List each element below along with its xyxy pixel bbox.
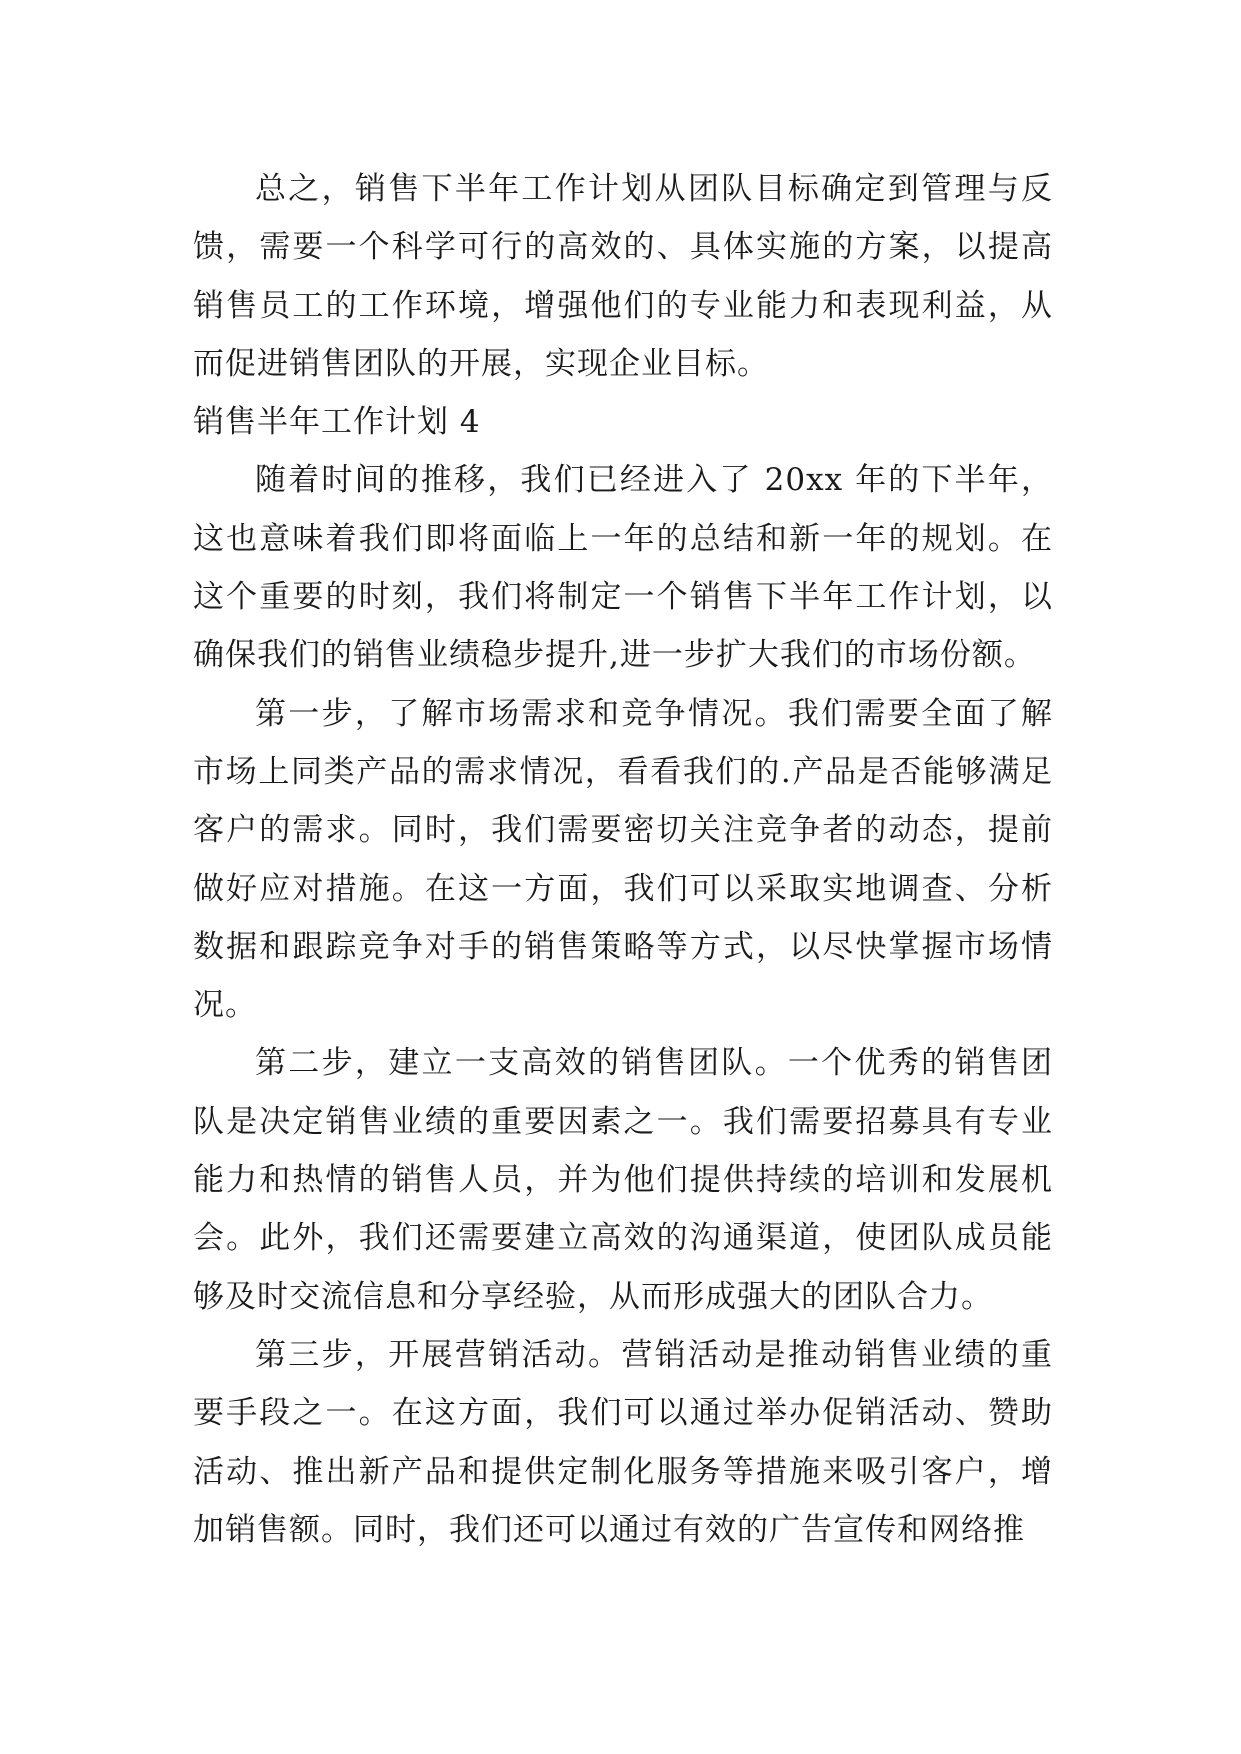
paragraph-step-one: 第一步，了解市场需求和竞争情况。我们需要全面了解市场上同类产品的需求情况，看看我们的.产品是否能够满足客户的需求。同时，我们需要密切关注竞争者的动态，提前做好应对措施。在这一方面，我们可以采取实地调查、分析数据和跟踪竞争对手的销售策略等方式，以尽快掌握市场情况。 — [193, 695, 1053, 1024]
paragraph-step-two: 第二步，建立一支高效的销售团队。一个优秀的销售团队是决定销售业绩的重要因素之一。我们需要招募具有专业能力和热情的销售人员，并为他们提供持续的培训和发展机会。此外，我们还需要建立高效的沟通渠道，使团队成员能够及时交流信息和分享经验，从而形成强大的团队合力。 — [193, 1045, 1053, 1315]
paragraph-summary: 总之，销售下半年工作计划从团队目标确定到管理与反馈，需要一个科学可行的高效的、具体实施的方案，以提高销售员工的工作环境，增强他们的专业能力和表现利益，从而促进销售团队的开展，实现企业目标。 — [193, 171, 1053, 382]
document-body — [193, 160, 1053, 1559]
paragraph-intro: 随着时间的推移，我们已经进入了 20xx 年的下半年，这也意味着我们即将面临上一年的总结和新一年的规划。在这个重要的时刻，我们将制定一个销售下半年工作计划，以确保我们的销售业绩稳步提升,进一步扩大我们的市场份额。 — [193, 462, 1053, 674]
section-heading: 销售半年工作计划 4 — [193, 404, 481, 441]
paragraph-step-three: 第三步，开展营销活动。营销活动是推动销售业绩的重要手段之一。在这方面，我们可以通过举办促销活动、赞助活动、推出新产品和提供定制化服务等措施来吸引客户，增加销售额。同时，我们还可以通过有效的广告宣传和网络推 — [193, 1336, 1053, 1548]
